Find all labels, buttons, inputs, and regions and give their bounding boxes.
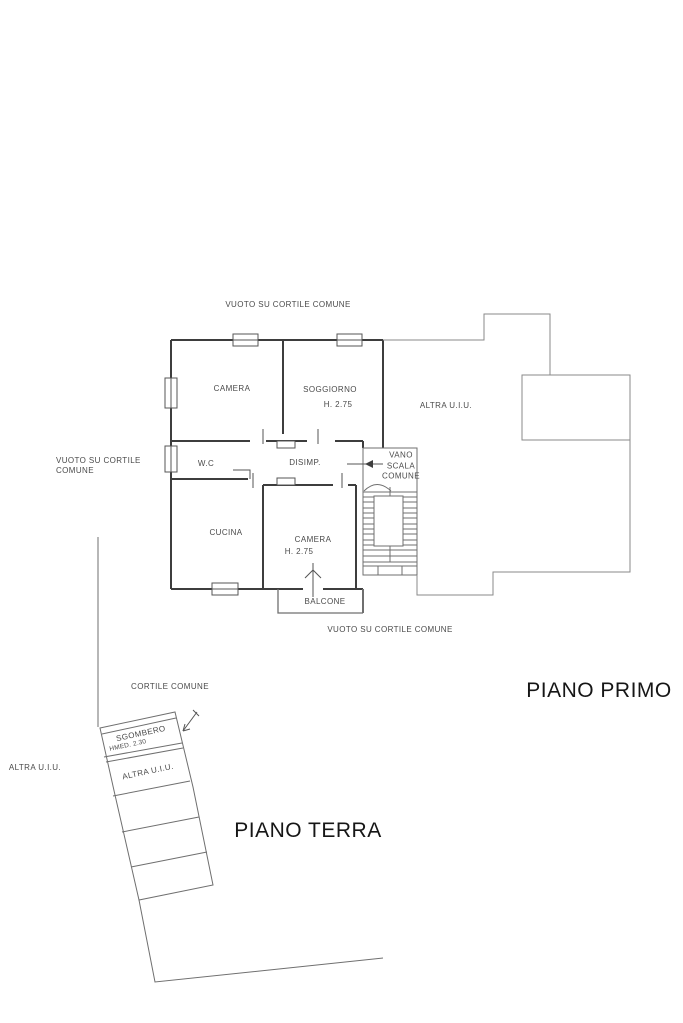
stair-entrance-arrow-icon [347,460,383,468]
room-label-camera-bottom: CAMERA [294,535,332,544]
void-top-label: VUOTO SU CORTILE COMUNE [225,300,351,309]
void-left-line2: COMUNE [56,466,94,475]
altra-uiu-first-floor-label: ALTRA U.I.U. [419,401,473,410]
room-label-soggiorno: SOGGIORNO [303,385,357,394]
first-floor-title: PIANO PRIMO [526,679,672,702]
altra-uiu-left-label: ALTRA U.I.U. [8,763,62,772]
adjacent-unit-boundary [383,314,630,595]
stairwell-label-line3: COMUNE [382,471,420,481]
room-label-wc: W.C [197,459,215,468]
stairwell-label-line1: VANO [389,450,413,460]
cortile-comune-label: CORTILE COMUNE [131,682,209,691]
stairwell-label [382,450,420,482]
void-bottom-label: VUOTO SU CORTILE COMUNE [327,625,453,634]
void-left-line1: VUOTO SU CORTILE [56,456,141,465]
stairwell-label-line2: SCALA [386,460,416,470]
balcony-door-symbol [303,563,323,597]
soggiorno-height-label: H. 2.75 [323,400,353,409]
room-label-camera-top: CAMERA [213,384,251,393]
room-label-balcone: BALCONE [304,597,346,606]
section-arrow-icon [183,710,199,731]
room-label-disimp: DISIMP. [289,458,321,467]
room-label-cucina: CUCINA [209,528,243,537]
ground-floor-title: PIANO TERRA [234,819,382,842]
void-left-label [56,456,141,476]
sgombero-height-label: HMED. 2.30 [108,738,147,753]
altra-uiu-strip-label: ALTRA U.I.U. [121,761,175,782]
room-label-sgombero: SGOMBERO [115,723,167,744]
camera-bottom-height-label: H. 2.75 [284,547,314,556]
